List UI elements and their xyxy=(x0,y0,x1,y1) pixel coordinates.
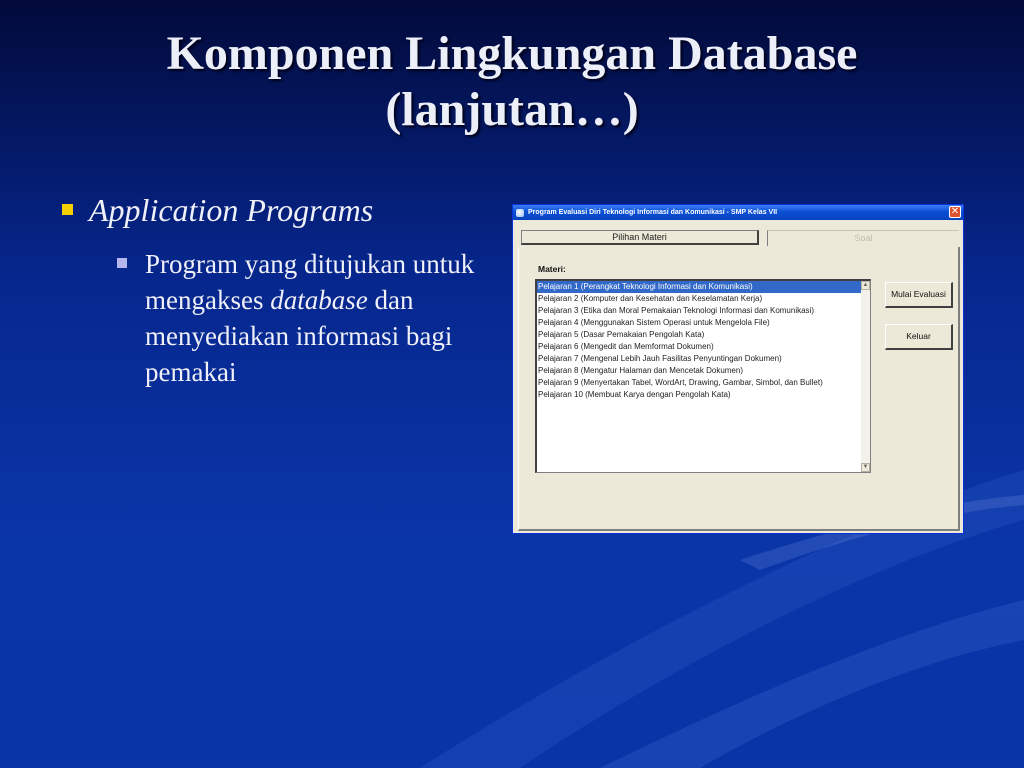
materi-listbox[interactable] xyxy=(535,279,871,473)
scroll-up-icon[interactable]: ▲ xyxy=(862,282,869,288)
sub-bullet xyxy=(117,246,487,390)
sub-bullet-text-part1: Program yang ditujukan untuk mengakses xyxy=(145,249,475,315)
materi-label: Materi: xyxy=(538,264,566,274)
window-titlebar[interactable] xyxy=(513,205,963,220)
tab-soal[interactable]: Soal xyxy=(767,230,959,246)
scroll-down-icon[interactable]: ▼ xyxy=(862,464,869,470)
list-item[interactable]: Pelajaran 4 (Menggunakan Sistem Operasi untuk Mengelola File) xyxy=(538,318,770,327)
bullet-application-programs xyxy=(62,190,373,230)
bullet-square-icon xyxy=(62,204,73,215)
mulai-evaluasi-button[interactable]: Mulai Evaluasi xyxy=(885,282,953,308)
listbox-scrollbar[interactable] xyxy=(861,281,870,472)
list-item[interactable]: Pelajaran 8 (Mengatur Halaman dan Mencetak Dokumen) xyxy=(538,366,743,375)
keluar-button[interactable]: Keluar xyxy=(885,324,953,350)
list-item[interactable]: Pelajaran 9 (Menyertakan Tabel, WordArt, Drawing, Gambar, Simbol, dan Bullet) xyxy=(538,378,823,387)
list-item[interactable]: Pelajaran 2 (Komputer dan Kesehatan dan Keselamatan Kerja) xyxy=(538,294,763,303)
title-line-2: (lanjutan…) xyxy=(385,83,639,136)
list-item[interactable]: Pelajaran 10 (Membuat Karya dengan Pengolah Kata) xyxy=(538,390,731,399)
list-item[interactable]: Pelajaran 7 (Mengenal Lebih Jauh Fasilitas Penyuntingan Dokumen) xyxy=(538,354,782,363)
sub-bullet-italic: database xyxy=(270,285,368,315)
list-item[interactable]: Pelajaran 6 (Mengedit dan Memformat Dokumen) xyxy=(538,342,714,351)
list-item[interactable]: Pelajaran 1 (Perangkat Teknologi Informasi dan Komunikasi) xyxy=(537,281,863,293)
close-icon[interactable]: ✕ xyxy=(950,206,960,217)
window-title: Program Evaluasi Diri Teknologi Informasi dan Komunikasi - SMP Kelas VII xyxy=(528,209,778,216)
tab-strip xyxy=(521,230,959,246)
list-item[interactable]: Pelajaran 3 (Etika dan Moral Pemakaian Teknologi Informasi dan Komunikasi) xyxy=(538,306,814,315)
slide-title xyxy=(0,26,1024,138)
bullet-text: Application Programs xyxy=(89,192,374,228)
materi-list xyxy=(537,281,863,401)
app-window xyxy=(512,204,964,534)
sub-bullet-text-part2: dan menyediakan informasi bagi pemakai xyxy=(145,285,453,387)
title-line-1: Komponen Lingkungan Database xyxy=(166,27,858,80)
app-icon xyxy=(516,209,524,217)
list-item[interactable]: Pelajaran 5 (Dasar Pemakaian Pengolah Kata) xyxy=(538,330,705,339)
sub-bullet-text xyxy=(145,246,487,390)
sub-bullet-square-icon xyxy=(117,258,127,268)
tab-pilihan-materi[interactable]: Pilihan Materi xyxy=(521,230,759,245)
tab-panel xyxy=(518,247,960,531)
